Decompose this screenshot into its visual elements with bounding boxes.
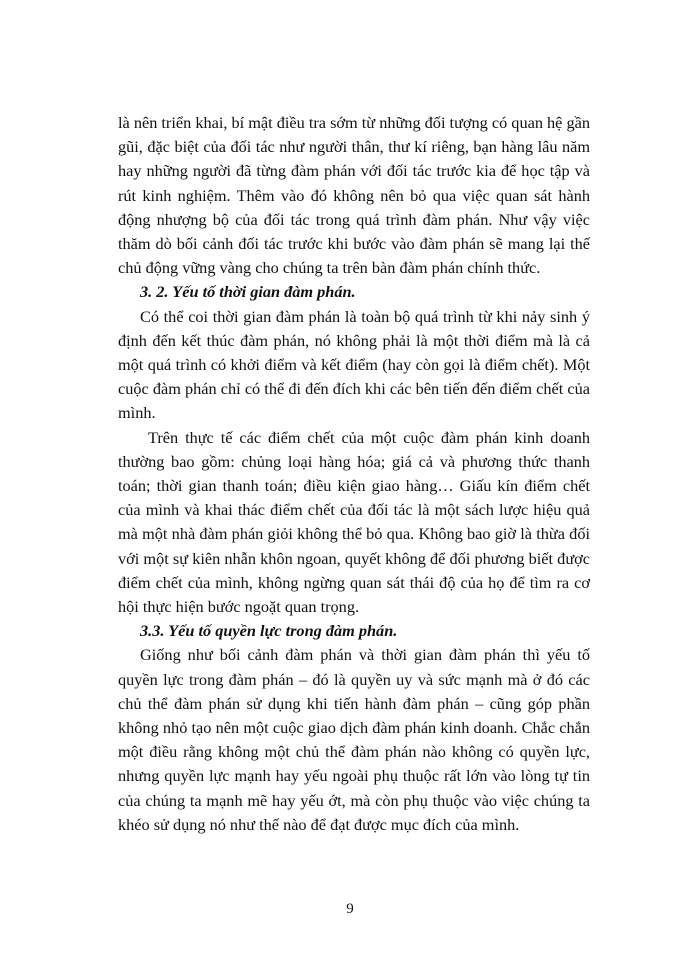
section-heading-power-factor: 3.3. Yếu tố quyền lực trong đàm phán. [140, 621, 398, 641]
page-number: 9 [346, 901, 354, 917]
section-heading-time-factor: 3. 2. Yếu tố thời gian đàm phán. [140, 282, 356, 302]
paragraph-time-definition: Có thể coi thời gian đàm phán là toàn bộ quá trình từ khi nảy sinh ý định đến kết thúc đàm phán, nó không phải là một thời điểm mà là cả một quá trình có khởi điểm và kết điểm (hay còn gọi là điểm chết). Một cuộc đàm phán chỉ có thể đi đến đích khi các bên tiến đến điểm chết của mình. [118, 306, 590, 423]
paragraph-context-research: là nên triển khai, bí mật điều tra sớm từ những đối tượng có quan hệ gần gũi, đặc biệt của đối tác như người thân, thư kí riêng, bạn hàng lâu năm hay những người đã từng đàm phán với đối tác trước kia để học tập và rút kinh nghiệm. Thêm vào đó không nên bỏ qua việc quan sát hành động nhượng bộ của đối tác trong quá trình đàm phán. Như vậy việc thăm dò bối cảnh đối tác trước khi bước vào đàm phán sẽ mang lại thế chủ động vững vàng cho chúng ta trên bàn đàm phán chính thức. [118, 113, 590, 278]
paragraph-deadlines: Trên thực tế các điểm chết của một cuộc đàm phán kinh doanh thường bao gồm: chủng loại hàng hóa; giá cả và phương thức thanh toán; thời gian thanh toán; điều kiện giao hàng… Giấu kín điểm chết của mình và khai thác điểm chết của đối tác là một sách lược hiệu quả mà một nhà đàm phán giỏi không thể bỏ qua. Không bao giờ là thừa đối với một sự kiên nhẫn khôn ngoan, quyết không để đối phương biết được điểm chết của mình, không ngừng quan sát thái độ của họ để tìm ra cơ hội thực hiện bước ngoặt quan trọng. [118, 427, 590, 617]
paragraph-power: Giống như bối cảnh đàm phán và thời gian đàm phán thì yếu tố quyền lực trong đàm phán – đó là quyền uy và sức mạnh mà ở đó các chủ thể đàm phán sử dụng khi tiến hành đàm phán – cũng góp phần không nhỏ tạo nên một cuộc giao dịch đàm phán kinh doanh. Chắc chắn một điều rằng không một chủ thể đàm phán nào không có quyền lực, nhưng quyền lực mạnh hay yếu ngoài phụ thuộc rất lớn vào lòng tự tin của chúng ta mạnh mẽ hay yếu ớt, mà còn phụ thuộc vào việc chúng ta khéo sử dụng nó như thế nào để đạt được mục đích của mình. [118, 645, 590, 834]
page-body [118, 111, 590, 837]
